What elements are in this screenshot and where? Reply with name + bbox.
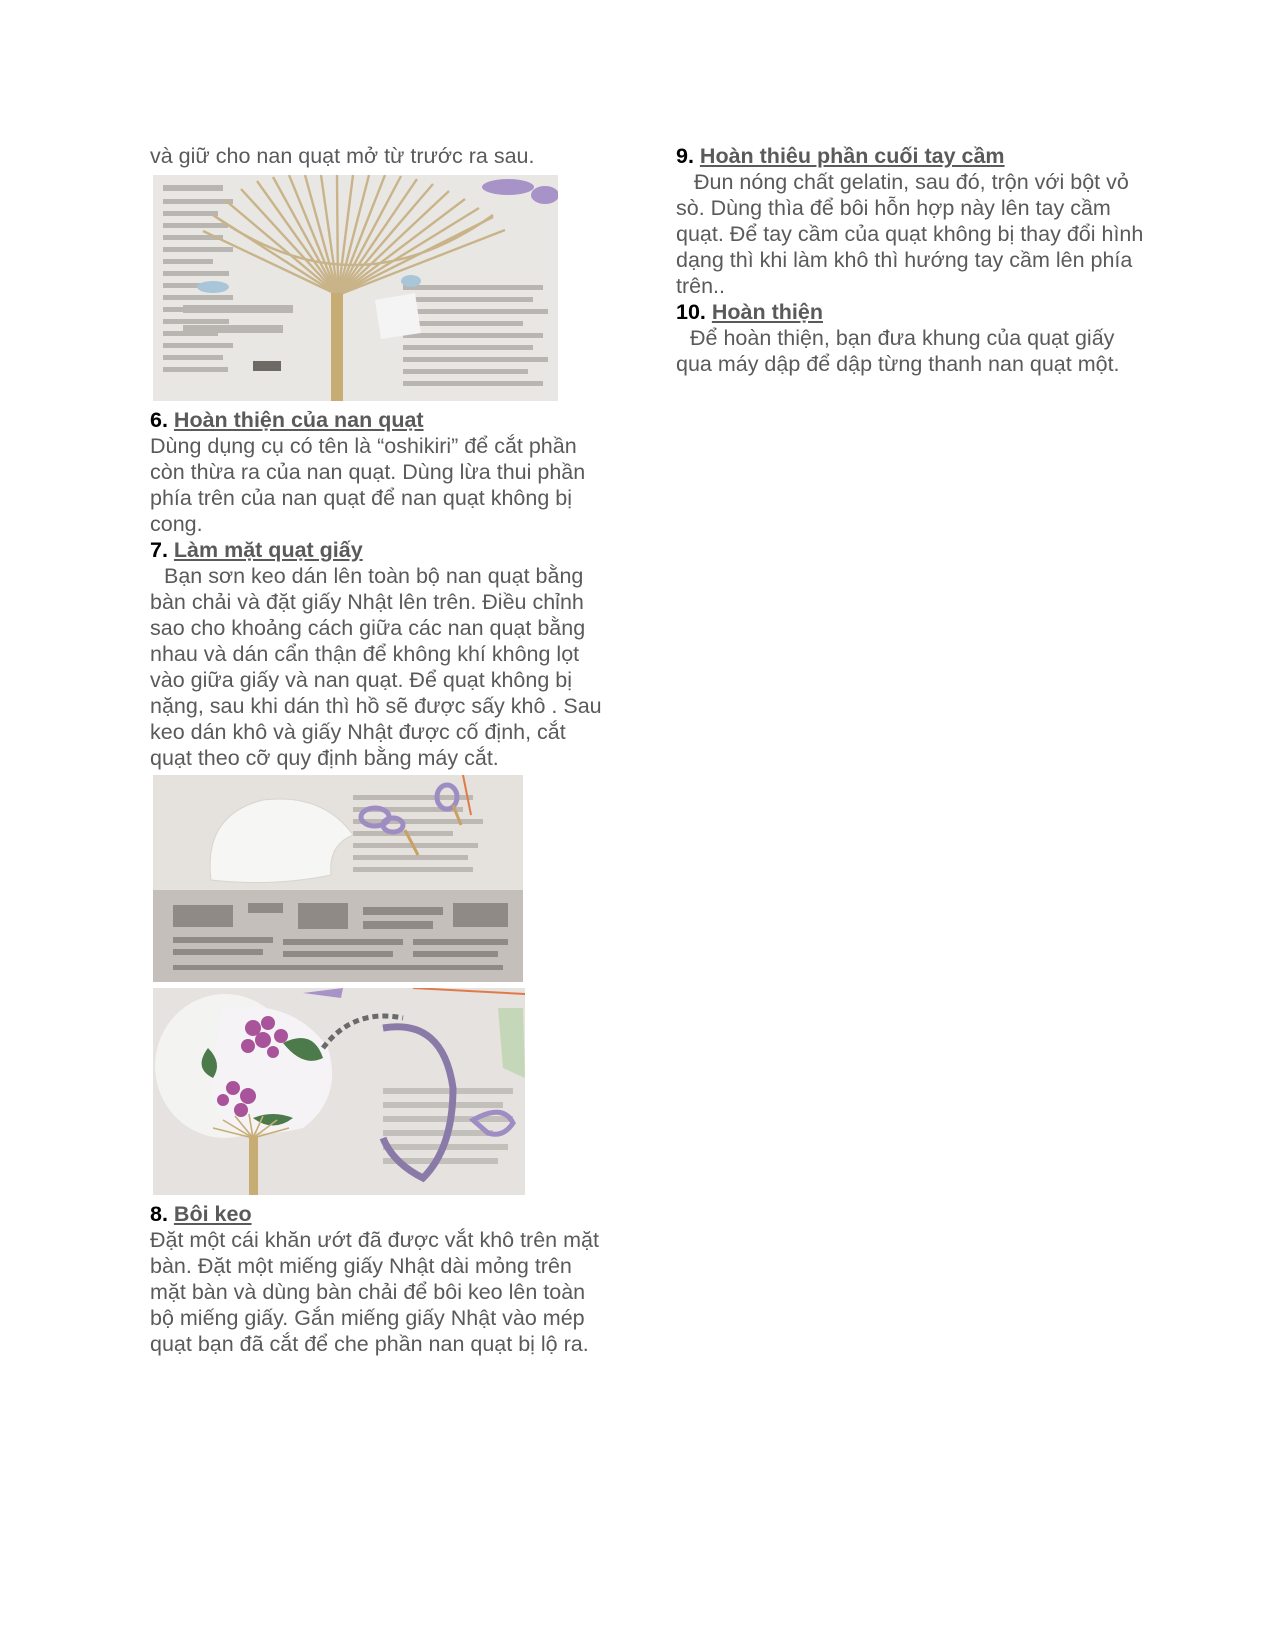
step-8-body: Đặt một cái khăn ướt đã được vắt khô trên mặt bàn. Đặt một miếng giấy Nhật dài mỏng trên mặt bàn và dùng bàn chải để bôi keo lên toàn bộ miếng giấy. Gắn miếng giấy Nhật vào mép quạt bạn đã cắt để che phần nan quạt bị lộ ra. [150, 1228, 599, 1356]
step-6-title: Hoàn thiện của nan quạt [173, 408, 424, 432]
step-8-title: Bôi keo [173, 1202, 252, 1226]
step-7-title: Làm mặt quạt giấy [173, 538, 363, 562]
step-9-number: 9. [676, 144, 694, 168]
step-8-heading [150, 1201, 610, 1227]
intro-text: và giữ cho nan quạt mở từ trước ra sau. [150, 144, 535, 168]
right-column [676, 143, 1146, 377]
step-7-body: Bạn sơn keo dán lên toàn bộ nan quạt bằng bàn chải và đặt giấy Nhật lên trên. Điều chỉnh sao cho khoảng cách giữa các nan quạt bằng nhau và dán cẩn thận để không khí không lọt vào giữa giấy và nan quạt. Để quạt không bị nặng, sau khi dán thì hồ sẽ được sấy khô . Sau keo dán khô và giấy Nhật được cố định, cắt quạt theo cỡ quy định bằng máy cắt. [150, 564, 602, 770]
step-9-body: Đun nóng chất gelatin, sau đó, trộn với bột vỏ sò. Dùng thìa để bôi hỗn hợp này lên tay cầm quạt. Để tay cầm của quạt không bị thay đổi hình dạng thì khi làm khô thì hướng tay cầm lên phía trên.. [676, 170, 1144, 298]
step-10-heading [676, 299, 1146, 325]
left-column [150, 143, 610, 1357]
step-7-number: 7. [150, 538, 168, 562]
step-6-body: Dùng dụng cụ có tên là “oshikiri” để cắt phần còn thừa ra của nan quạt. Dùng lừa thui phần phía trên của nan quạt để nan quạt không bị cong. [150, 434, 586, 536]
bamboo-fan-frame-photo [153, 175, 610, 401]
step-9-heading [676, 143, 1146, 169]
step-10-number: 10. [676, 300, 706, 324]
step-6-heading [150, 407, 610, 433]
step-7-heading [150, 537, 610, 563]
decorated-fan-photo [153, 988, 610, 1195]
step-10-body: Để hoàn thiện, bạn đưa khung của quạt giấy qua máy dập để dập từng thanh nan quạt một. [676, 326, 1120, 376]
paper-fan-cut-photo [153, 775, 610, 982]
step-8-number: 8. [150, 1202, 168, 1226]
step-10-title: Hoàn thiện [711, 300, 823, 324]
step-9-title: Hoàn thiêu phần cuối tay cầm [699, 144, 1005, 168]
step-6-number: 6. [150, 408, 168, 432]
